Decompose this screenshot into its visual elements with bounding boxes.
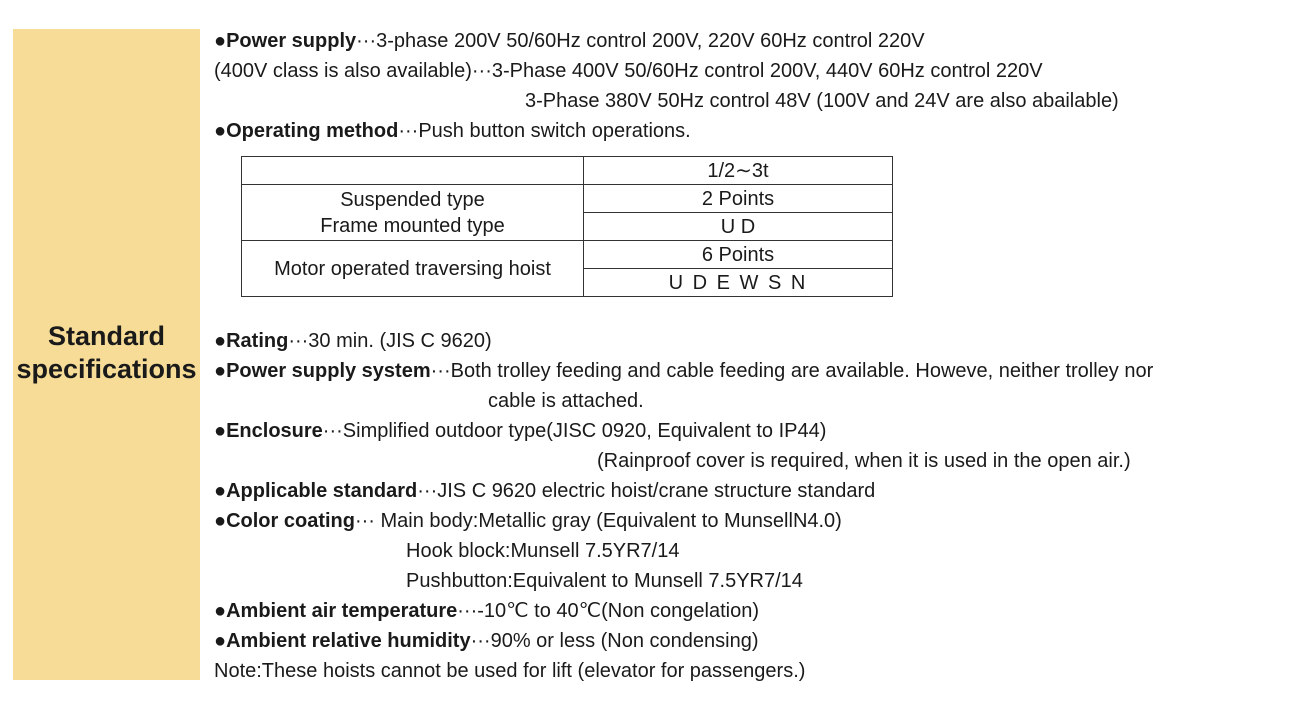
- operating-method-value: Push button switch operations.: [418, 120, 691, 142]
- bullet-icon: ●: [214, 510, 227, 532]
- bullet-icon: ●: [214, 630, 227, 652]
- bullet-icon: ●: [214, 120, 227, 142]
- rating-line: [214, 326, 492, 356]
- table-header: 1/2∼3t: [584, 157, 893, 185]
- power-supply-line1: [214, 26, 925, 56]
- table-cell: U D E W S N: [584, 269, 893, 297]
- bullet-icon: ●: [214, 330, 227, 352]
- enclosure-line2: (Rainproof cover is required, when it is used in the open air.): [597, 450, 1131, 472]
- table-cell: 2 Points: [584, 185, 893, 213]
- bullet-icon: ●: [214, 360, 227, 382]
- color-coating-label: Color coating: [226, 510, 355, 532]
- table-row: [242, 157, 893, 185]
- sidebar-title-line1: Standard: [47, 321, 166, 351]
- ambient-temp-line: [214, 596, 759, 626]
- bullet-icon: ●: [214, 420, 227, 442]
- applicable-standard-label: Applicable standard: [226, 480, 418, 502]
- power-supply-label: Power supply: [226, 30, 357, 52]
- enclosure-value: Simplified outdoor type(JISC 0920, Equivalent to IP44): [342, 420, 827, 442]
- ambient-humidity-line: [214, 626, 759, 656]
- sep: ···: [354, 510, 375, 532]
- operations-table: [241, 156, 893, 297]
- bullet-icon: ●: [214, 480, 227, 502]
- ambient-temp-label: Ambient air temperature: [226, 600, 458, 622]
- enclosure-line1: [214, 416, 826, 446]
- sidebar-title-line2: specifications: [16, 354, 197, 384]
- note-line: Note:These hoists cannot be used for lift (elevator for passengers.): [214, 660, 806, 682]
- sep: ···: [417, 480, 438, 502]
- power-supply-system-value: Both trolley feeding and cable feeding are available. Howeve, neither trolley nor: [450, 360, 1154, 382]
- table-cell: U D: [584, 213, 893, 241]
- table-cell-traversing: Motor operated traversing hoist: [242, 241, 584, 297]
- power-supply-system-label: Power supply system: [226, 360, 431, 382]
- sep: ···: [470, 630, 491, 652]
- sidebar-title: [13, 320, 200, 386]
- rating-value: 30 min. (JIS C 9620): [308, 330, 492, 352]
- sep: ···: [398, 120, 419, 142]
- color-coating-value: Main body:Metallic gray (Equivalent to MunsellN4.0): [374, 510, 842, 532]
- enclosure-label: Enclosure: [226, 420, 323, 442]
- rating-label: Rating: [226, 330, 289, 352]
- color-coating-line2: Hook block:Munsell 7.5YR7/14: [406, 540, 680, 562]
- table-cell: 6 Points: [584, 241, 893, 269]
- suspended-type: Suspended type: [340, 188, 485, 211]
- applicable-standard-line: [214, 476, 875, 506]
- color-coating-line3: Pushbutton:Equivalent to Munsell 7.5YR7/14: [406, 570, 803, 592]
- ambient-humidity-value: 90% or less (Non condensing): [490, 630, 759, 652]
- sidebar-panel: [13, 29, 200, 680]
- power-supply-line3: 3-Phase 380V 50Hz control 48V (100V and 24V are also abailable): [525, 90, 1119, 112]
- bullet-icon: ●: [214, 600, 227, 622]
- power-supply-system-line1: [214, 356, 1153, 386]
- ambient-temp-value: -10℃ to 40℃(Non congelation): [477, 600, 759, 622]
- sep: ···: [356, 30, 377, 52]
- operating-method-label: Operating method: [226, 120, 399, 142]
- applicable-standard-value: JIS C 9620 electric hoist/crane structure standard: [437, 480, 876, 502]
- sep: ···: [322, 420, 343, 442]
- power-supply-system-line2: cable is attached.: [488, 390, 644, 412]
- color-coating-line1: [214, 506, 842, 536]
- table-cell-empty: [242, 157, 584, 185]
- bullet-icon: ●: [214, 30, 227, 52]
- ambient-humidity-label: Ambient relative humidity: [226, 630, 471, 652]
- sep: ···: [430, 360, 451, 382]
- table-row: [242, 185, 893, 213]
- frame-mounted-type: Frame mounted type: [320, 214, 505, 237]
- sep: ···: [457, 600, 478, 622]
- table-row: [242, 241, 893, 269]
- operating-method-line: [214, 116, 691, 146]
- power-supply-line2: (400V class is also available)···3-Phase 400V 50/60Hz control 200V, 440V 60Hz control 220V: [214, 60, 1043, 82]
- power-supply-value: 3-phase 200V 50/60Hz control 200V, 220V 60Hz control 220V: [376, 30, 925, 52]
- table-cell-suspended: [242, 185, 584, 241]
- sep: ···: [288, 330, 309, 352]
